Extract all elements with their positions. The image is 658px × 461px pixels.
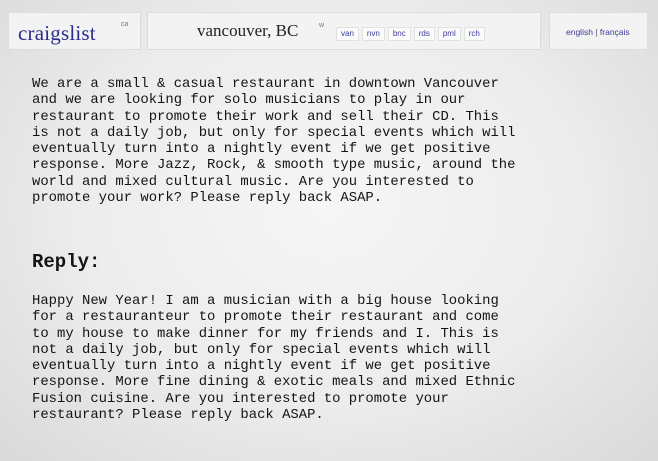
area-link-rds[interactable]: rds bbox=[414, 27, 435, 41]
post-line: and we are looking for solo musicians to play in our bbox=[32, 92, 466, 109]
site-header bbox=[8, 12, 648, 52]
reply-line: for a restauranteur to promote their restaurant and come bbox=[32, 309, 499, 326]
reply-line: eventually turn into a nightly event if we get positive bbox=[32, 358, 491, 375]
language-box bbox=[549, 12, 648, 50]
reply-line: not a daily job, but only for special events which will bbox=[32, 341, 491, 358]
language-links bbox=[566, 27, 630, 37]
reply-line: restaurant? Please reply back ASAP. bbox=[32, 407, 324, 424]
area-link-pml[interactable]: pml bbox=[438, 27, 461, 41]
reply-body bbox=[32, 293, 515, 423]
reply-line: response. More fine dining & exotic meals and mixed Ethnic bbox=[32, 374, 516, 391]
post-body bbox=[32, 76, 515, 206]
post-line: We are a small & casual restaurant in downtown Vancouver bbox=[32, 76, 499, 92]
lang-separator: | bbox=[595, 27, 598, 37]
area-link-nvn[interactable]: nvn bbox=[362, 27, 385, 41]
logo-superscript: ca bbox=[121, 21, 129, 28]
city-bar bbox=[147, 12, 541, 50]
lang-link-french[interactable]: français bbox=[599, 27, 630, 37]
reply-line: to my house to make dinner for my friends and I. This is bbox=[32, 325, 499, 342]
lang-link-english[interactable]: english bbox=[566, 27, 593, 37]
reply-line: Fusion cuisine. Are you interested to promote your bbox=[32, 390, 449, 407]
post-line: restaurant to promote their work and sell their CD. This bbox=[32, 108, 499, 125]
post-line: promote your work? Please reply back ASAP. bbox=[32, 190, 383, 207]
area-link-van[interactable]: van bbox=[336, 27, 359, 41]
city-superscript: w bbox=[319, 22, 325, 29]
area-link-rch[interactable]: rch bbox=[464, 27, 485, 41]
post-line: response. More Jazz, Rock, & smooth type music, around the bbox=[32, 157, 516, 174]
reply-heading: Reply: bbox=[32, 251, 101, 273]
post-line: is not a daily job, but only for special events which will bbox=[32, 124, 516, 141]
craigslist-logo[interactable]: craigslist bbox=[18, 21, 96, 45]
logo-box bbox=[8, 12, 141, 50]
area-link-bnc[interactable]: bnc bbox=[388, 27, 411, 41]
city-title[interactable]: vancouver, BC bbox=[197, 21, 299, 40]
reply-line: Happy New Year! I am a musician with a big house looking bbox=[32, 293, 499, 309]
post-line: eventually turn into a nightly event if we get positive bbox=[32, 141, 491, 158]
area-links bbox=[336, 27, 485, 41]
post-line: world and mixed cultural music. Are you interested to bbox=[32, 173, 474, 190]
